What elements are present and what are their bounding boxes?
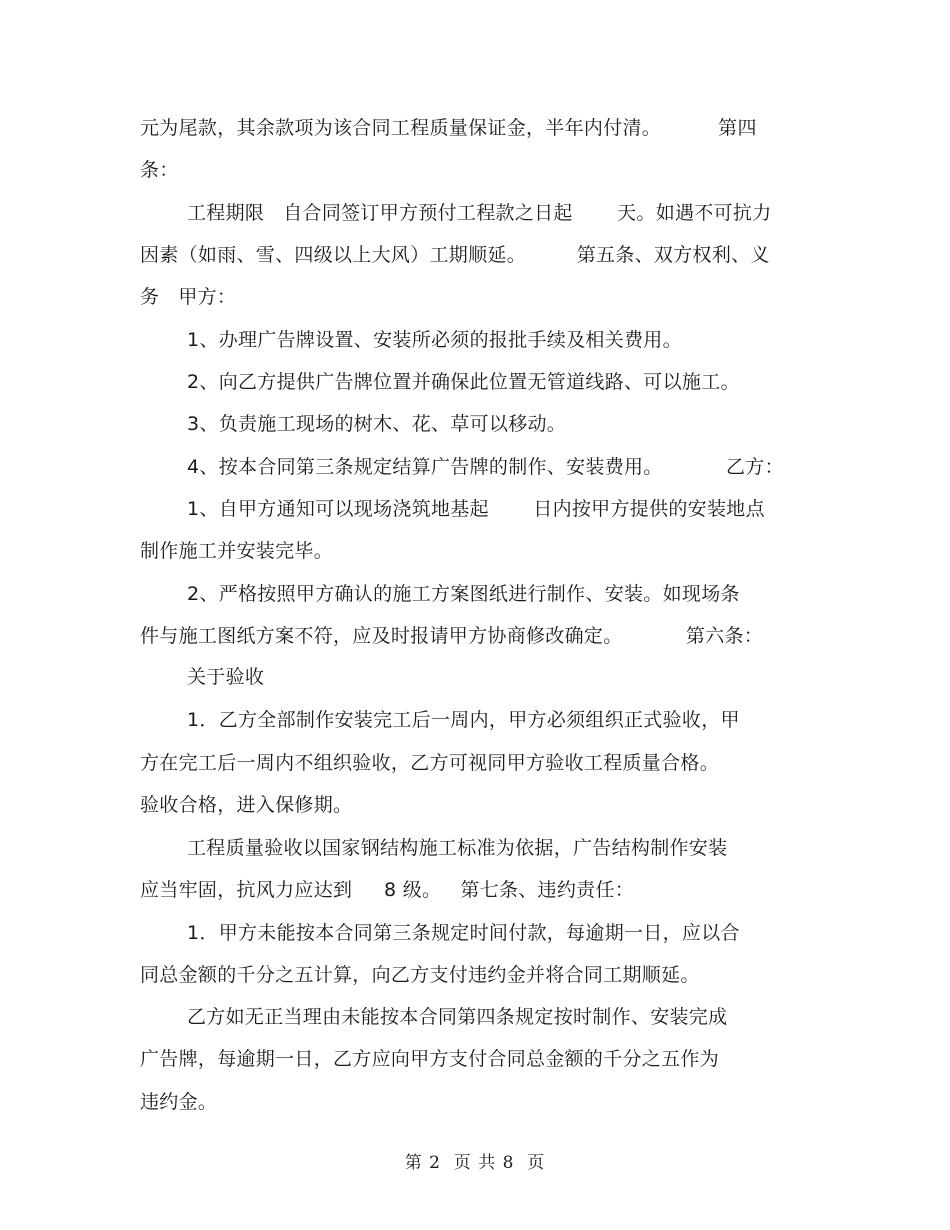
text-line: 件与施工图纸方案不符，应及时报请甲方协商修改确定。 第六条： — [140, 625, 764, 647]
text-line: 验收合格，进入保修期。 — [140, 794, 353, 816]
text-line: 方在完工后一周内不组织验收，乙方可视同甲方验收工程质量合格。 — [140, 752, 720, 774]
section-heading: 关于验收 — [187, 666, 265, 688]
text-line: 乙方如无正当理由未能按本合同第四条规定按时制作、安装完成 — [187, 1006, 728, 1028]
text-line: 2、严格按照甲方确认的施工方案图纸进行制作、安装。如现场条 — [187, 583, 740, 605]
text-line: 务 甲方： — [140, 286, 237, 308]
text-line: 工程质量验收以国家钢结构施工标准为依据，广告结构制作安装 — [187, 837, 728, 859]
text-line: 1、办理广告牌设置、安装所必须的报批手续及相关费用。 — [187, 329, 682, 351]
page-number-footer: 第 2 页 共 8 页 — [404, 1153, 546, 1173]
text-line: 条： — [140, 159, 179, 181]
text-line: 工程期限 自合同签订甲方预付工程款之日起 天。如遇不可抗力 — [187, 202, 772, 224]
text-line: 4、按本合同第三条规定结算广告牌的制作、安装费用。 乙方： — [187, 456, 784, 478]
text-line: 制作施工并安装完毕。 — [140, 540, 334, 562]
text-line: 1、自甲方通知可以现场浇筑地基起 日内按甲方提供的安装地点 — [187, 498, 765, 520]
text-line: 因素（如雨、雪、四级以上大风）工期顺延。 第五条、双方权利、义 — [140, 244, 770, 266]
text-line: 违约金。 — [140, 1091, 218, 1113]
text-line: 广告牌，每逾期一日，乙方应向甲方支付合同总金额的千分之五作为 — [140, 1048, 720, 1070]
text-line: 2、向乙方提供广告牌位置并确保此位置无管道线路、可以施工。 — [187, 371, 740, 393]
text-line: 1．甲方未能按本合同第三条规定时间付款，每逾期一日，应以合 — [187, 922, 740, 944]
text-line: 元为尾款，其余款项为该合同工程质量保证金，半年内付清。 第四 — [140, 117, 757, 139]
text-line: 1．乙方全部制作安装完工后一周内，甲方必须组织正式验收，甲 — [187, 709, 740, 731]
text-line: 同总金额的千分之五计算，向乙方支付违约金并将合同工期顺延。 — [140, 964, 700, 986]
text-line: 3、负责施工现场的树木、花、草可以移动。 — [187, 413, 567, 435]
text-line: 应当牢固，抗风力应达到 8 级。 第七条、违约责任： — [140, 879, 635, 901]
